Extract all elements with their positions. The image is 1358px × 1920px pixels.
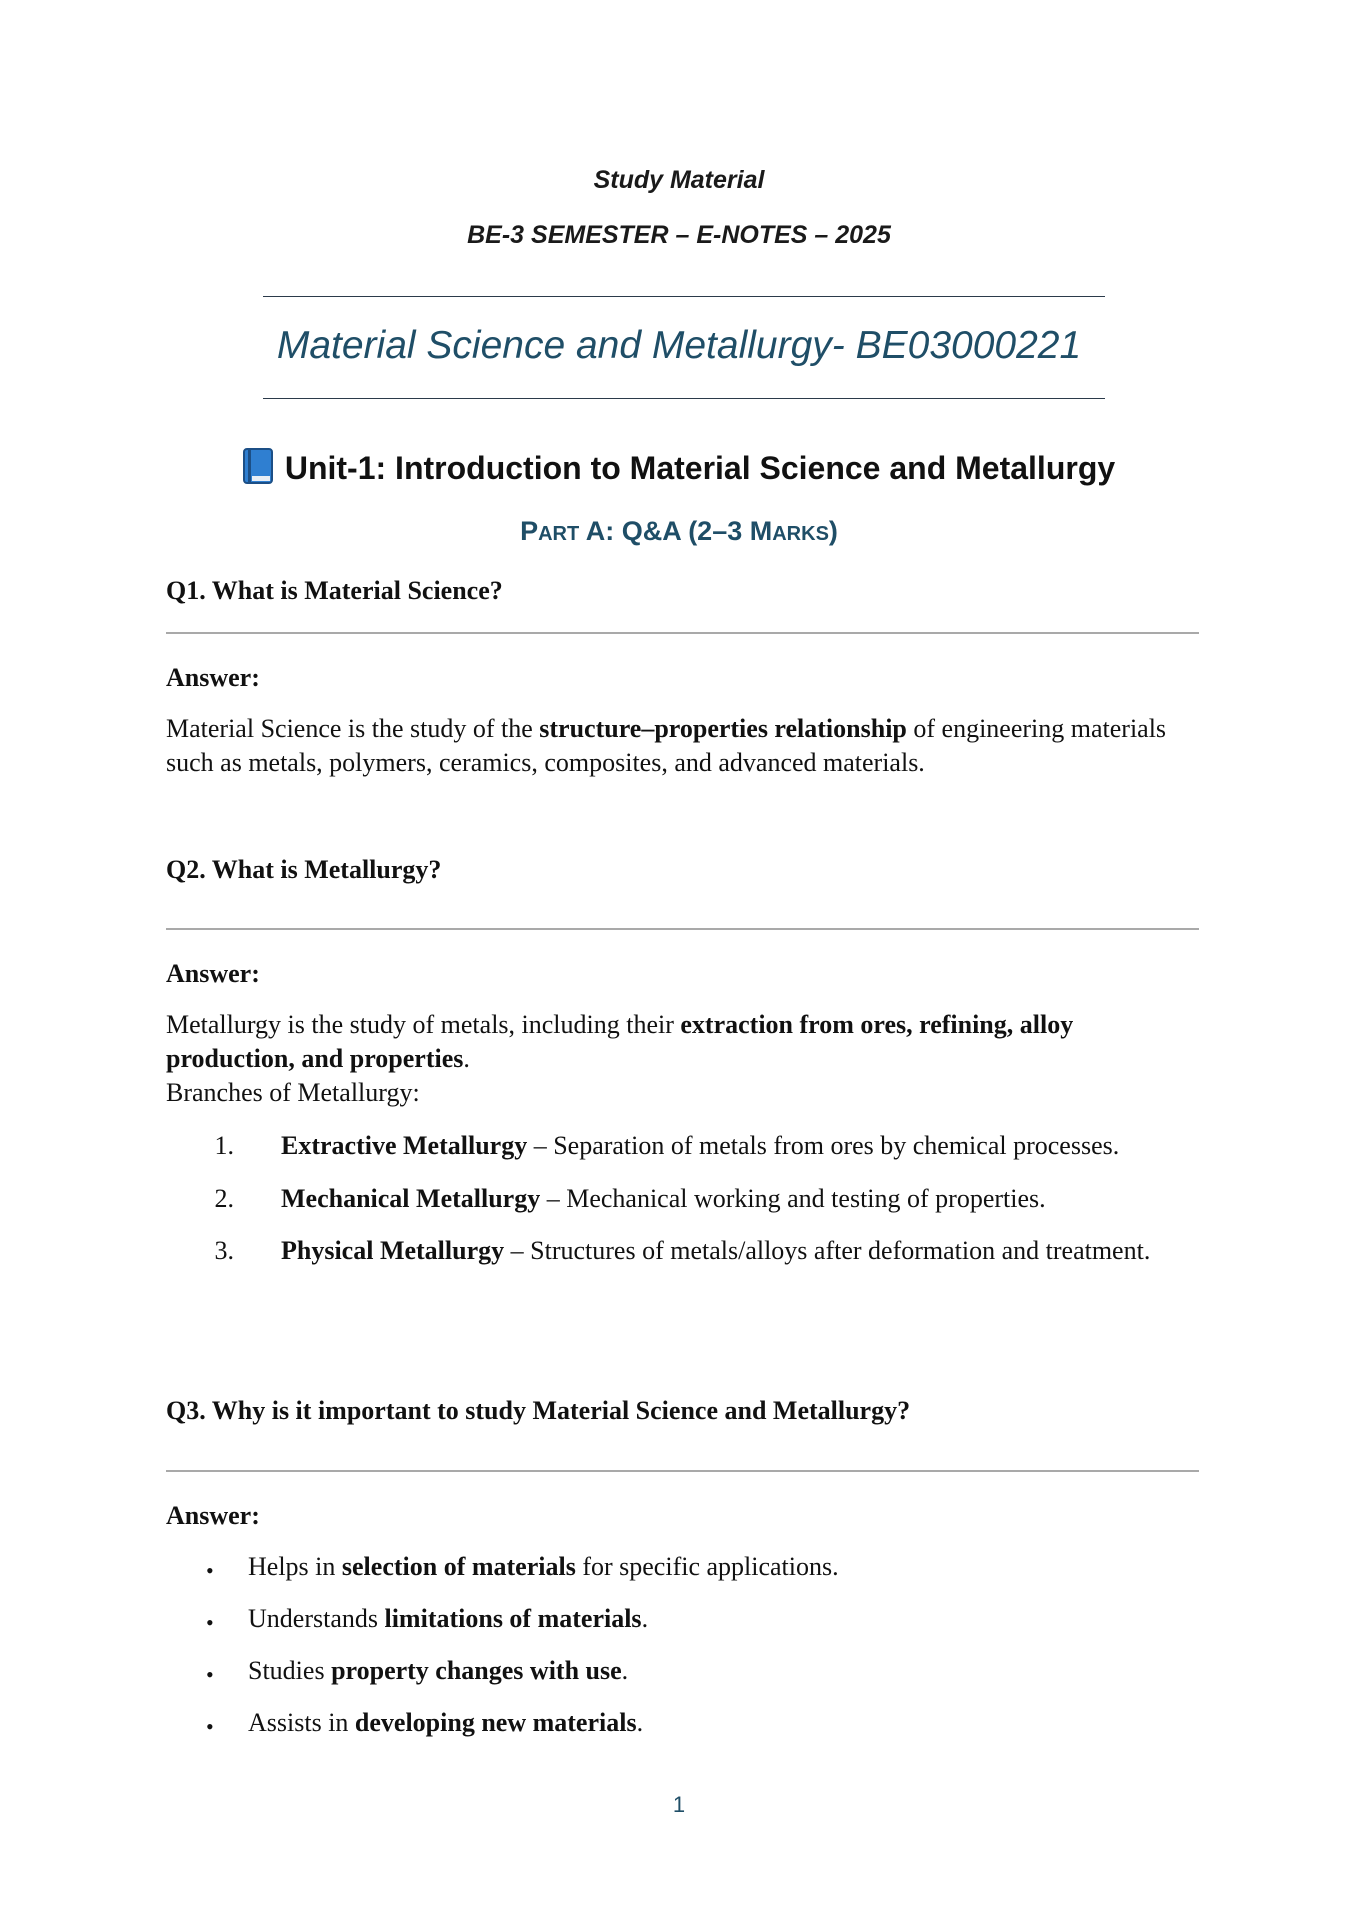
marks-smallcaps: ARKS [772, 523, 829, 545]
question-2: Q2. What is Metallurgy? [166, 855, 442, 884]
page-number: 1 [672, 1792, 686, 1817]
bullet-post: . [621, 1656, 629, 1685]
question-3: Q3. Why is it important to study Material Science and Metallurgy? [166, 1396, 911, 1425]
question-1: Q1. What is Material Science? [166, 576, 503, 605]
answer-1-text-bold: structure–properties relationship [539, 714, 907, 743]
header-semester: BE-3 SEMESTER – E-NOTES – 2025 [467, 221, 891, 249]
list-item-bold: Mechanical Metallurgy [281, 1184, 541, 1213]
part-main: A: Q&A (2–3 M [579, 516, 773, 546]
bullet-post: for specific applications. [575, 1552, 839, 1581]
list-number: 2. [214, 1184, 234, 1213]
bullet-bold: developing new materials [354, 1708, 637, 1737]
book-icon [243, 448, 273, 484]
bullet-icon: • [206, 1714, 214, 1739]
answer-1-label: Answer: [166, 663, 260, 692]
title-bottom-rule [263, 398, 1105, 399]
list-number: 1. [214, 1131, 234, 1160]
list-item-bold: Extractive Metallurgy [281, 1131, 528, 1160]
title-top-rule [263, 296, 1105, 297]
question-2-rule [166, 928, 1199, 930]
answer-2-label: Answer: [166, 959, 260, 988]
unit-heading-text: Unit-1: Introduction to Material Science and Metallurgy [284, 450, 1116, 486]
answer-3-label: Answer: [166, 1501, 260, 1530]
answer-1-text-a: Material Science is the study of the [166, 714, 540, 743]
answer-1-text [166, 712, 1206, 780]
list-item-rest: – Separation of metals from ores by chemical processes. [527, 1131, 1120, 1160]
bullet-icon: • [206, 1662, 214, 1687]
branches-label: Branches of Metallurgy: [166, 1078, 420, 1107]
bullet-pre: Assists in [248, 1708, 355, 1737]
answer-1-text-c: of engineering materials such as metals, polymers, ceramics, composites, and advanced materials. [166, 714, 1167, 777]
answer-2-text-a: Metallurgy is the study of metals, including their [166, 1010, 681, 1039]
list-item-rest: – Mechanical working and testing of properties. [540, 1184, 1046, 1213]
question-3-rule [166, 1470, 1199, 1472]
answer-2-text-bold: extraction from ores, refining, alloy production, and properties [166, 1010, 1074, 1073]
answer-2-text [166, 1008, 1206, 1110]
bullet-bold: selection of materials [341, 1552, 576, 1581]
part-letter: P [520, 516, 539, 546]
bullet-post: . [636, 1708, 644, 1737]
list-number: 3. [214, 1236, 234, 1265]
part-a-heading [0, 516, 1358, 547]
unit-heading [0, 448, 1358, 487]
header-study-material: Study Material [593, 166, 765, 194]
bullet-icon: • [206, 1610, 214, 1635]
part-smallcaps: ART [538, 523, 580, 545]
bullet-pre: Helps in [248, 1552, 342, 1581]
document-title: Material Science and Metallurgy- BE03000221 [276, 324, 1082, 367]
question-1-rule [166, 632, 1199, 634]
bullet-icon: • [206, 1558, 214, 1583]
list-item-bold: Physical Metallurgy [281, 1236, 505, 1265]
bullet-pre: Understands [248, 1604, 385, 1633]
list-item-rest: – Structures of metals/alloys after deformation and treatment. [504, 1236, 1151, 1265]
part-close: ) [828, 516, 838, 546]
bullet-bold: property changes with use [331, 1656, 622, 1685]
bullet-bold: limitations of materials [384, 1604, 642, 1633]
bullet-post: . [641, 1604, 649, 1633]
bullet-pre: Studies [248, 1656, 332, 1685]
answer-2-text-c: . [463, 1044, 470, 1073]
